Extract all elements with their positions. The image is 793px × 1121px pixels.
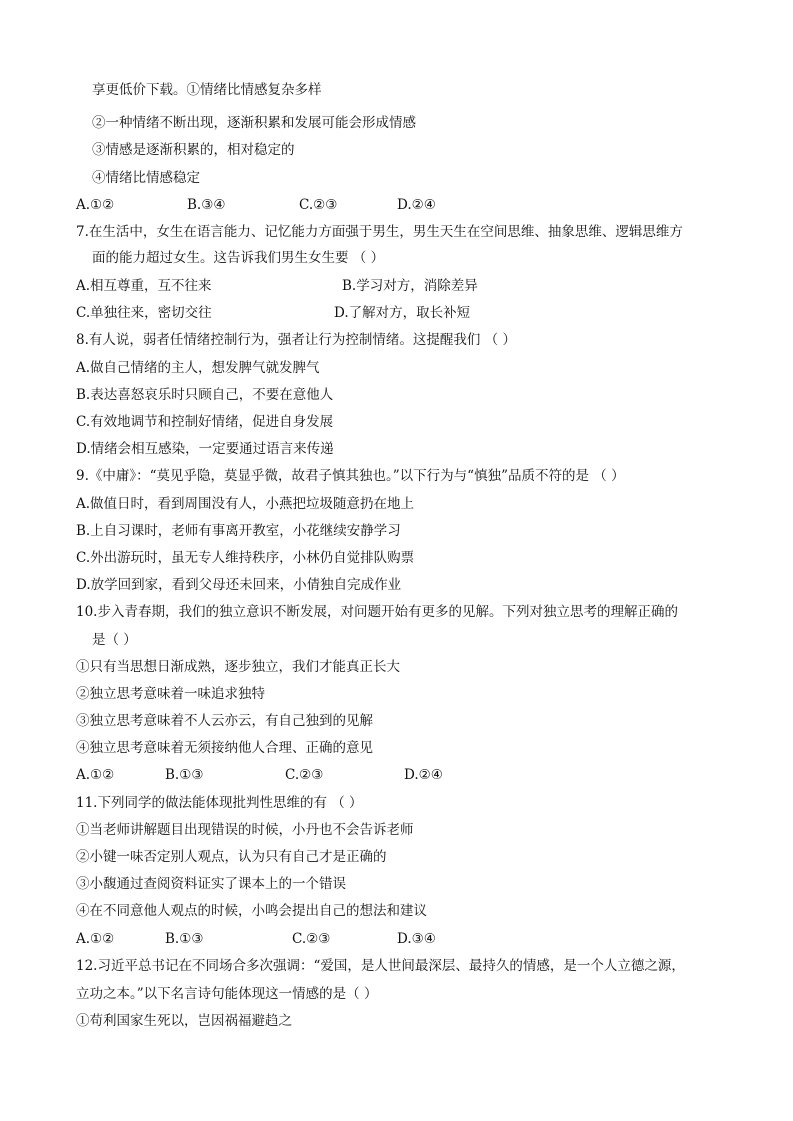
option-b: B.①③ [165, 931, 204, 947]
option-d: D.②④ [404, 767, 443, 783]
statement-3: ③独立思考意味着不人云亦云，有自己独到的见解 [76, 713, 373, 729]
option-c: C.外出游玩时，虽无专人维持秩序，小林仍自觉排队购票 [76, 550, 415, 566]
question-7-cont: 面的能力超过女生。这告诉我们男生女生要 （ ） [92, 250, 385, 266]
statement-1: ①苟利国家生死以，岂因祸福避趋之 [76, 1013, 292, 1029]
question-9: 9.《中庸》：“莫见乎隐，莫显乎微，故君子慎其独也。”以下行为与“慎独”品质不符的是 （ ） [76, 468, 625, 484]
option-a: A.①② [76, 767, 115, 783]
text-line: 享更低价下载。①情绪比情感复杂多样 [92, 82, 322, 98]
statement-3: ③小馥通过查阅资料证实了课本上的一个错误 [76, 876, 346, 892]
question-7: 7.在生活中，女生在语言能力、记忆能力方面强于男生，男生天生在空间思维、抽象思维、逻辑思维方 [76, 224, 683, 240]
question-10: 10.步入青春期，我们的独立意识不断发展，对问题开始有更多的见解。下列对独立思考的理解正确的 [76, 604, 678, 620]
option-a: A.①② [76, 197, 115, 213]
option-d: D.了解对方，取长补短 [334, 305, 471, 321]
option-a: A.做值日时，看到周围没有人，小燕把垃圾随意扔在地上 [76, 496, 415, 512]
question-8: 8.有人说，弱者任情绪控制行为，强者让行为控制情绪。这提醒我们 （ ） [76, 332, 516, 348]
question-12: 12.习近平总书记在不同场合多次强调：“爱国，是人世间最深层、最持久的情感，是一个人立德之源， [76, 958, 685, 974]
option-a: A.做自己情绪的主人，想发脾气就发脾气 [76, 360, 320, 376]
text-line: ③情感是逐渐积累的，相对稳定的 [92, 142, 295, 158]
option-d: D.②④ [397, 197, 436, 213]
question-12-cont: 立功之本。”以下名言诗句能体现这一情感的是（ ） [76, 986, 378, 1002]
option-d: D.放学回到家，看到父母还未回来，小倩独自完成作业 [76, 577, 402, 593]
option-a: A.①② [76, 931, 115, 947]
text-line: ②一种情绪不断出现，逐渐积累和发展可能会形成情感 [92, 115, 416, 131]
option-b: B.①③ [165, 767, 204, 783]
question-10-cont: 是（ ） [92, 632, 137, 648]
option-c: C.②③ [292, 931, 331, 947]
option-d: D.情绪会相互感染，一定要通过语言来传递 [76, 441, 334, 457]
question-11: 11.下列同学的做法能体现批判性思维的有 （ ） [76, 795, 363, 811]
statement-2: ②小键一味否定别人观点，认为只有自己才是正确的 [76, 849, 387, 865]
option-d: D.③④ [397, 931, 436, 947]
statement-4: ④独立思考意味着无须接纳他人合理、正确的意见 [76, 740, 373, 756]
option-b: B.上自习课时，老师有事离开教室，小花继续安静学习 [76, 523, 401, 539]
option-a: A.相互尊重，互不往来 [76, 278, 212, 294]
statement-1: ①当老师讲解题目出现错误的时候，小丹也不会告诉老师 [76, 822, 414, 838]
statement-1: ①只有当思想日渐成熟，逐步独立，我们才能真正长大 [76, 659, 400, 675]
option-b: B.③④ [187, 197, 226, 213]
option-b: B.学习对方，消除差异 [342, 278, 478, 294]
statement-4: ④在不同意他人观点的时候，小鸣会提出自己的想法和建议 [76, 903, 427, 919]
option-c: C.②③ [285, 767, 324, 783]
text-line: ④情绪比情感稳定 [92, 170, 200, 186]
option-c: C.单独往来，密切交往 [76, 305, 212, 321]
option-b: B.表达喜怒哀乐时只顾自己，不要在意他人 [76, 387, 334, 403]
option-c: C.有效地调节和控制好情绪，促进自身发展 [76, 414, 334, 430]
statement-2: ②独立思考意味着一味追求独特 [76, 686, 265, 702]
option-c: C.②③ [299, 197, 338, 213]
